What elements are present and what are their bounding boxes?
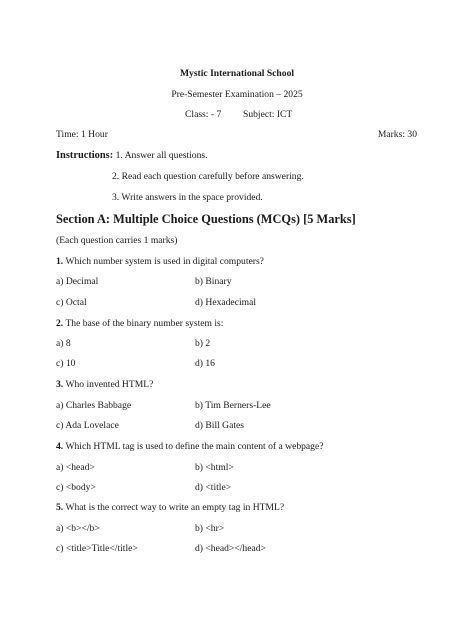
option-a: a) 8 (56, 338, 71, 349)
question-number: 2. (56, 318, 64, 329)
option-b: b) Binary (195, 276, 232, 287)
option-d: d) <title> (195, 482, 232, 493)
instructions-label: Instructions: (56, 150, 114, 161)
question-1 (56, 256, 264, 268)
time-label: Time: 1 Hour (56, 129, 108, 140)
option-a: a) Decimal (56, 276, 99, 287)
option-c: c) <body> (56, 482, 96, 493)
option-c: c) Octal (56, 297, 87, 308)
option-a: a) Charles Babbage (56, 400, 132, 411)
instruction-item: 1. Answer all questions. (115, 150, 208, 161)
option-b: b) <hr> (195, 523, 225, 534)
option-c: c) <title>Title</title> (56, 543, 138, 554)
question-number: 5. (56, 502, 64, 513)
question-number: 4. (56, 441, 64, 452)
option-d: d) Hexadecimal (195, 297, 256, 308)
option-a: a) <b></b> (56, 523, 100, 534)
subject-label: Subject: ICT (243, 109, 293, 120)
question-number: 1. (56, 256, 64, 267)
question-text: The base of the binary number system is: (65, 318, 224, 329)
option-d: d) Bill Gates (195, 420, 245, 431)
instruction-item: 2. Read each question carefully before answering. (112, 171, 304, 182)
question-text: Which HTML tag is used to define the main content of a webpage? (65, 441, 324, 452)
option-b: b) 2 (195, 338, 211, 349)
marks-label: Marks: 30 (377, 129, 417, 140)
school-name: Mystic International School (179, 68, 295, 79)
option-d: d) <head></head> (195, 543, 266, 554)
class-label: Class: - 7 (185, 109, 222, 120)
section-a-title: Section A: Multiple Choice Questions (MCQs) [5 Marks] (56, 212, 356, 226)
question-3 (56, 379, 153, 391)
option-d: d) 16 (195, 358, 215, 369)
option-b: b) Tim Berners-Lee (195, 400, 271, 411)
question-2 (56, 318, 223, 330)
option-b: b) <html> (195, 462, 234, 473)
question-4 (56, 441, 324, 453)
option-a: a) <head> (56, 462, 95, 473)
question-5 (56, 502, 284, 514)
section-a-note: (Each question carries 1 marks) (56, 235, 178, 246)
instruction-item: 3. Write answers in the space provided. (112, 192, 263, 203)
exam-title: Pre-Semester Examination – 2025 (171, 89, 303, 100)
instructions-line-1 (56, 150, 208, 162)
question-text: What is the correct way to write an empty tag in HTML? (65, 502, 285, 513)
question-text: Who invented HTML? (65, 379, 154, 390)
option-c: c) Ada Lovelace (56, 420, 119, 431)
option-c: c) 10 (56, 358, 76, 369)
question-number: 3. (56, 379, 64, 390)
question-text: Which number system is used in digital computers? (65, 256, 264, 267)
